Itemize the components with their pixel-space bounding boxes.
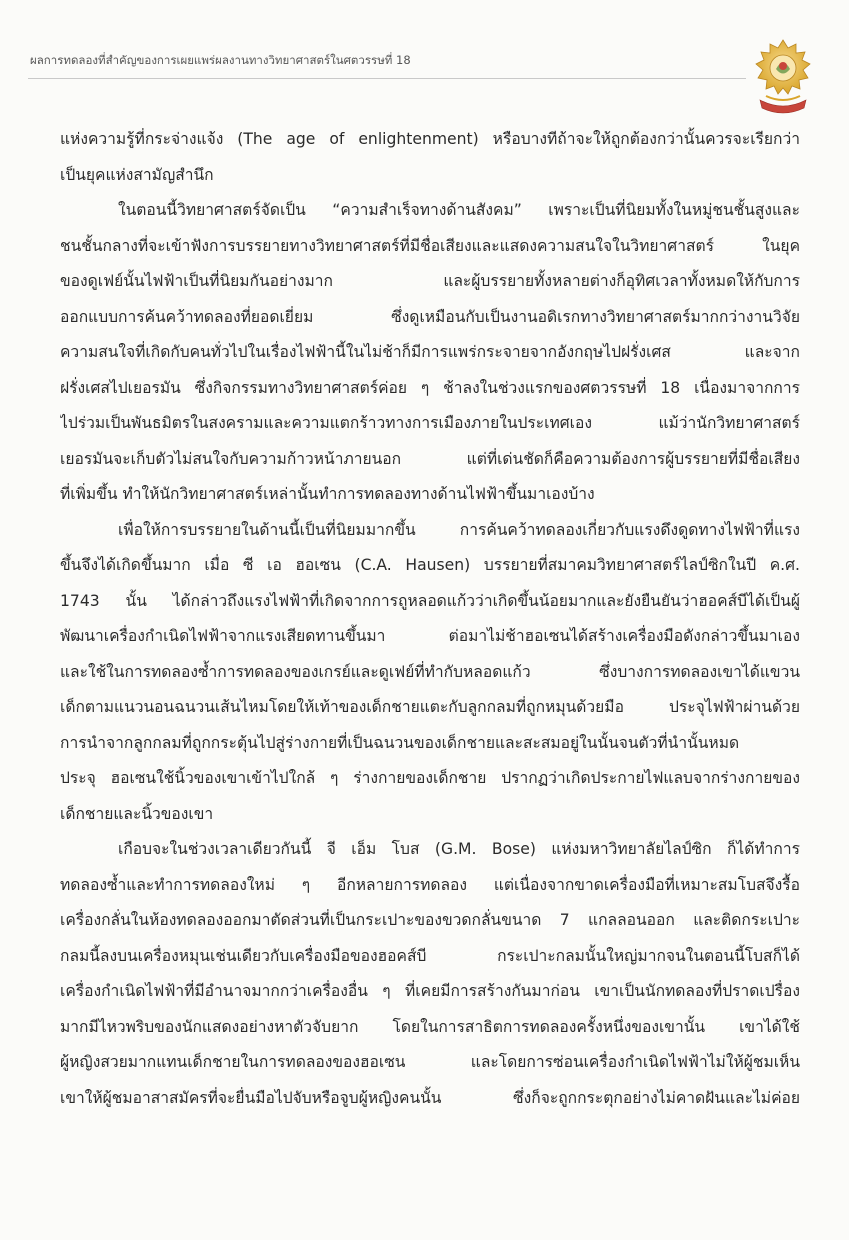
text-line: ผู้หญิงสวยมากแทนเด็กชายในการทดลองของฮอเซน และโดยการซ่อนเครื่องกำเนิดไฟฟ้าไม่ให้ผู้ชมเห็น: [60, 1053, 800, 1071]
text-line: ขึ้นจึงได้เกิดขึ้นมาก เมื่อ ซี เอ ฮอเซน (C.A. Hausen) บรรยายที่สมาคมวิทยาศาสตร์ไลป์ซิกในปี ค.ศ.: [60, 556, 800, 574]
text-line: และใช้ในการทดลองซ้ำการทดลองของเกรย์และดูเฟย์ที่ทำกับหลอดแก้ว ซึ่งบางการทดลองเขาได้แขวน: [60, 662, 800, 681]
text-line: เด็กตามแนวนอนฉนวนเส้นไหมโดยให้เท้าของเด็กชายแตะกับลูกกลมที่ถูกหมุนด้วยมือ ประจุไฟฟ้าผ่านด้วย: [60, 698, 800, 716]
text-line: เยอรมันจะเก็บตัวไม่สนใจกับความก้าวหน้าภายนอก แต่ที่เด่นชัดก็คือความต้องการผู้บรรยายที่มีชื่อเสียง: [60, 449, 800, 468]
text-line: เขาให้ผู้ชมอาสาสมัครที่จะยื่นมือไปจับหรือจูบผู้หญิงคนนั้น ซึ่งก็จะถูกกระตุกอย่างไม่คาดฝันและไม่ค่อย: [60, 1088, 800, 1107]
header-rule: [28, 78, 746, 79]
text-line: ในตอนนี้วิทยาศาสตร์จัดเป็น “ความสำเร็จทางด้านสังคม” เพราะเป็นที่นิยมทั้งในหมู่ชนชั้นสูงและ: [118, 201, 800, 219]
text-line: 1743 นั้น ได้กล่าวถึงแรงไฟฟ้าที่เกิดจากการถูหลอดแก้วว่าเกิดขึ้นน้อยมากและยังยืนยันว่าฮอคส์บีได้เป็นผู้: [60, 591, 800, 610]
running-header: ผลการทดลองที่สำคัญของการเผยแพร่ผลงานทางวิทยาศาสตร์ในศตวรรษที่ 18: [30, 53, 411, 67]
text-line: ประจุ ฮอเซนใช้นิ้วของเขาเข้าไปใกล้ ๆ ร่างกายของเด็กชาย ปรากฏว่าเกิดประกายไฟแลบจากร่างกายของ: [60, 769, 800, 787]
seal-emblem-icon: [752, 38, 814, 116]
text-line: แห่งความรู้ที่กระจ่างแจ้ง (The age of enlightenment) หรือบางทีถ้าจะให้ถูกต้องกว่านั้นควรจะเรียกว่า: [60, 130, 800, 148]
text-line: ทดลองซ้ำและทำการทดลองใหม่ ๆ อีกหลายการทดลอง แต่เนื่องจากขาดเครื่องมือที่เหมาะสมโบสจึงรื้อ: [60, 875, 800, 894]
text-line: กลมนี้ลงบนเครื่องหมุนเช่นเดียวกับเครื่องมือของฮอคส์บี กระเปาะกลมนั้นใหญ่มากจนในตอนนี้โบสก็ได้: [60, 946, 800, 965]
text-line: การนำจากลูกกลมที่ถูกกระตุ้นไปสู่ร่างกายที่เป็นฉนวนของเด็กชายและสะสมอยู่ในนั้นจนตัวที่นำนั้นหมด: [60, 733, 740, 752]
text-line: ชนชั้นกลางที่จะเข้าฟังการบรรยายทางวิทยาศาสตร์ที่มีชื่อเสียงและแสดงความสนใจในวิทยาศาสตร์ ในยุค: [60, 236, 800, 255]
text-line: เกือบจะในช่วงเวลาเดียวกันนี้ จี เอ็ม โบส (G.M. Bose) แห่งมหาวิทยาลัยไลป์ซิก ก็ได้ทำการ: [118, 840, 800, 858]
text-line: พัฒนาเครื่องกำเนิดไฟฟ้าจากแรงเสียดทานขึ้นมา ต่อมาไม่ช้าฮอเซนได้สร้างเครื่องมือดังกล่าวขึ้นมาเอง: [60, 627, 800, 645]
text-line: เด็กชายและนิ้วของเขา: [60, 804, 214, 823]
text-line: ออกแบบการค้นคว้าทดลองที่ยอดเยี่ยม ซึ่งดูเหมือนกับเป็นงานอดิเรกทางวิทยาศาสตร์มากกว่างานวิจัย: [60, 307, 800, 326]
body-text: [60, 122, 800, 1116]
text-line: มากมีไหวพริบของนักแสดงอย่างหาตัวจับยาก โดยในการสาธิตการทดลองครั้งหนึ่งของเขานั้น เขาได้ใช้: [60, 1017, 800, 1036]
text-line: ไปร่วมเป็นพันธมิตรในสงครามและความแตกร้าวทางการเมืองภายในประเทศเอง แม้ว่านักวิทยาศาสตร์: [60, 414, 800, 432]
text-line: เป็นยุคแห่งสามัญสำนึก: [60, 165, 214, 184]
text-line: เครื่องกำเนิดไฟฟ้าที่มีอำนาจมากกว่าเครื่องอื่น ๆ ที่เคยมีการสร้างกันมาก่อน เขาเป็นนักทดลองที่ปราดเปรื่อง: [60, 982, 800, 1000]
text-line: เพื่อให้การบรรยายในด้านนี้เป็นที่นิยมมากขึ้น การค้นคว้าทดลองเกี่ยวกับแรงดึงดูดทางไฟฟ้าที่แรง: [118, 520, 800, 539]
text-line: ฝรั่งเศสไปเยอรมัน ซึ่งกิจกรรมทางวิทยาศาสตร์ค่อย ๆ ช้าลงในช่วงแรกของศตวรรษที่ 18 เนื่องมาจากการ: [60, 378, 800, 397]
text-line: ของดูเฟย์นั้นไฟฟ้าเป็นที่นิยมกันอย่างมาก และผู้บรรยายทั้งหลายต่างก็อุทิศเวลาทั้งหมดให้กับการ: [60, 272, 800, 290]
text-line: ที่เพิ่มขึ้น ทำให้นักวิทยาศาสตร์เหล่านั้นทำการทดลองทางด้านไฟฟ้าขึ้นมาเองบ้าง: [60, 485, 595, 503]
text-line: ความสนใจที่เกิดกับคนทั่วไปในเรื่องไฟฟ้านี้ในไม่ช้าก็มีการแพร่กระจายจากอังกฤษไปฝรั่งเศส และจาก: [60, 343, 800, 361]
text-line: เครื่องกลั่นในห้องทดลองออกมาตัดส่วนที่เป็นกระเปาะของขวดกลั่นขนาด 7 แกลลอนออก และติดกระเปาะ: [60, 911, 800, 929]
